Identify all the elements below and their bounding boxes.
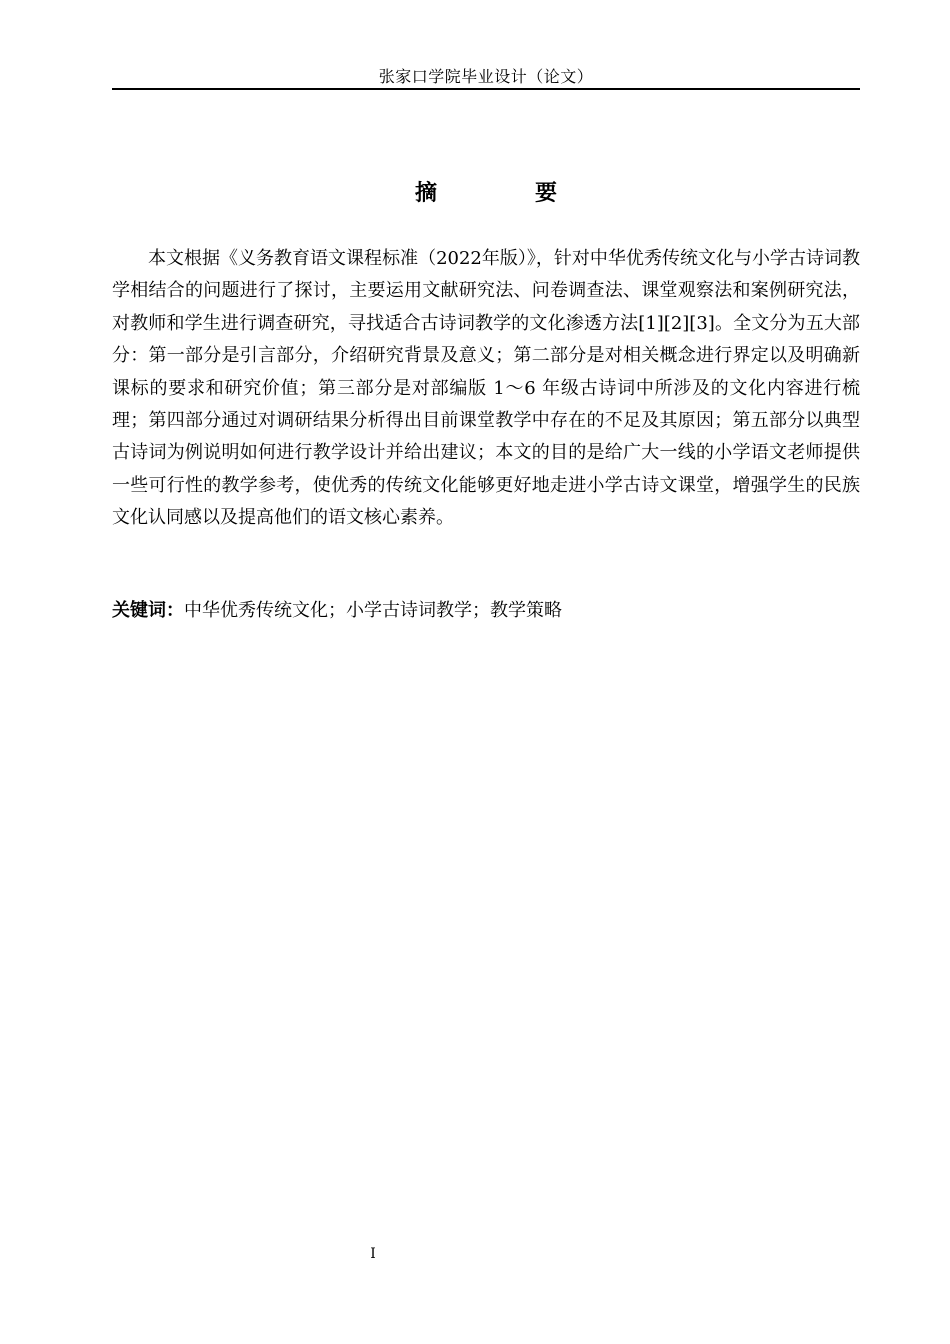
page-header: 张家口学院毕业设计（论文） [378, 67, 594, 86]
page-number-text: I [370, 1246, 376, 1262]
header-rule [112, 88, 860, 90]
keywords-label: 关键词： [112, 600, 184, 621]
keywords-value: 中华优秀传统文化；小学古诗词教学；教学策略 [184, 600, 562, 621]
abstract-body: 本文根据《义务教育语文课程标准（2022年版）》，针对中华优秀传统文化与小学古诗词教学相结合的问题进行了探讨，主要运用文献研究法、问卷调查法、课堂观察法和案例研究法，对教师和学生进行调查研究，寻找适合古诗词教学的文化渗透方法[1][2][3]。全文分为五大部分：第一部分是引言部分，介绍研究背景及意义；第二部分是对相关概念进行界定以及明确新课标的要求和研究价值；第三部分是对部编版 1～6 年级古诗词中所涉及的文化内容进行梳理；第四部分通过对调研结果分析得出目前课堂教学中存在的不足及其原因；第五部分以典型古诗词为例说明如何进行教学设计并给出建议；本文的目的是给广大一线的小学语文老师提供一些可行性的教学参考，使优秀的传统文化能够更好地走进小学古诗文课堂，增强学生的民族文化认同感以及提高他们的语文核心素养。 [112, 248, 860, 529]
keywords [112, 596, 860, 626]
page-number [0, 1244, 950, 1264]
abstract-title: 摘 要 [414, 181, 595, 206]
